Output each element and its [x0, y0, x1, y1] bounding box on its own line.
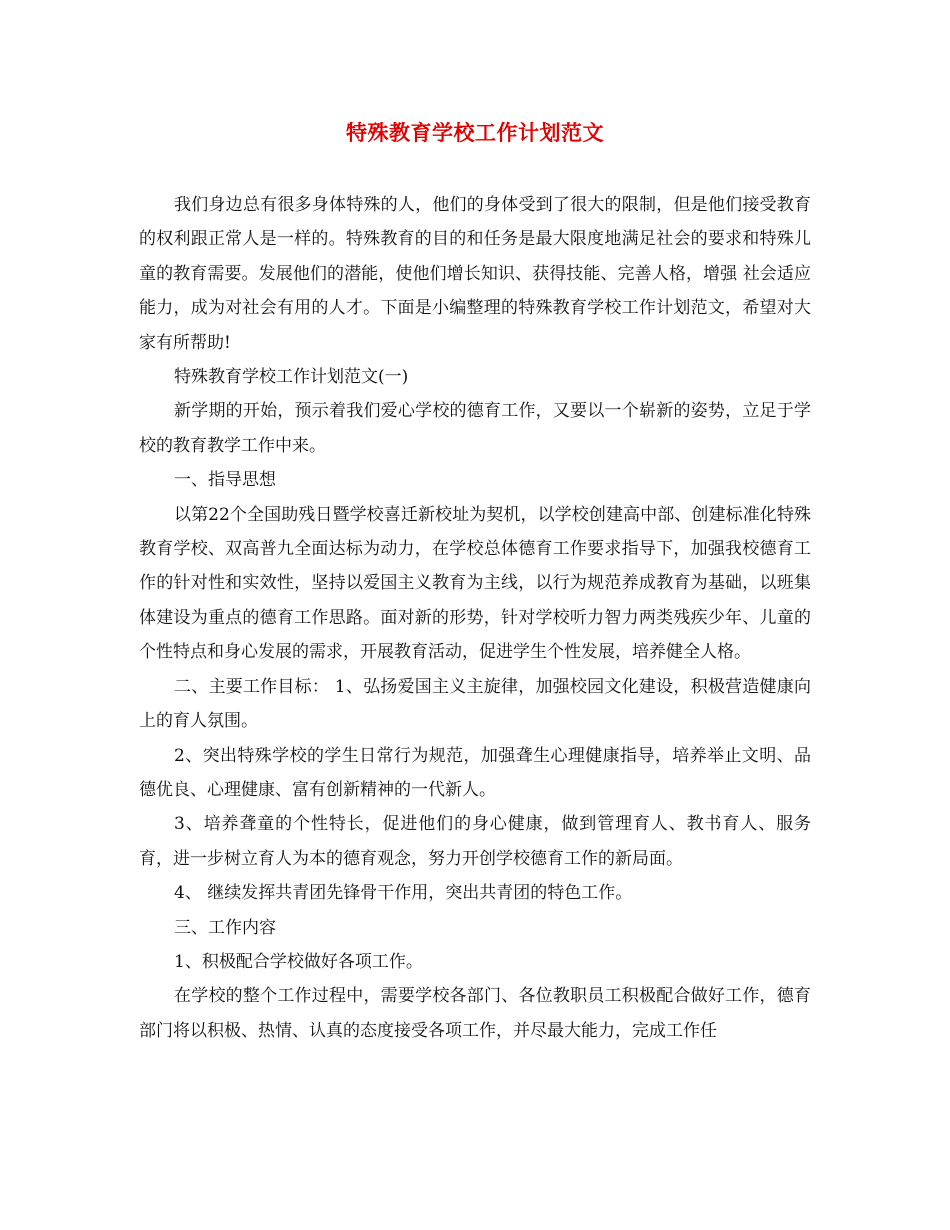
subtitle-paragraph: 特殊教育学校工作计划范文(一)	[174, 367, 409, 388]
goal-item-3: 3、培养聋童的个性特长，促进他们的身心健康，做到管理育人、教书育人、服务育，进一步树立育人为本的德育观念，努力开创学校德育工作的新局面。	[139, 814, 811, 869]
work-content-paragraph: 在学校的整个工作过程中，需要学校各部门、各位教职员工积极配合做好工作，德育部门将以积极、热情、认真的态度接受各项工作，并尽最大能力，完成工作任	[139, 986, 811, 1041]
section-heading-guiding-ideology: 一、指导思想	[174, 470, 276, 491]
section-heading-work-content: 三、工作内容	[174, 917, 276, 938]
opening-paragraph: 新学期的开始，预示着我们爱心学校的德育工作，又要以一个崭新的姿势，立足于学校的教育教学工作中来。	[139, 401, 811, 456]
goal-item-4: 4、 继续发挥共青团先锋骨干作用，突出共青团的特色工作。	[174, 883, 633, 904]
goal-item-2: 2、突出特殊学校的学生日常行为规范，加强聋生心理健康指导，培养举止文明、品德优良、心理健康、富有创新精神的一代新人。	[139, 745, 811, 800]
guiding-ideology-paragraph: 以第22个全国助残日暨学校喜迁新校址为契机，以学校创建高中部、创建标准化特殊教育学校、双高普九全面达标为动力，在学校总体德育工作要求指导下，加强我校德育工作的针对性和实效性，坚持以爱国主义教育为主线，以行为规范养成教育为基础，以班集体建设为重点的德育工作思路。面对新的形势，针对学校听力智力两类残疾少年、儿童的个性特点和身心发展的需求，开展教育活动，促进学生个性发展，培养健全人格。	[139, 504, 811, 663]
work-content-item-1: 1、积极配合学校做好各项工作。	[174, 951, 423, 972]
document-body	[139, 188, 811, 1048]
intro-paragraph: 我们身边总有很多身体特殊的人，他们的身体受到了很大的限制，但是他们接受教育的权利跟正常人是一样的。特殊教育的目的和任务是最大限度地满足社会的要求和特殊儿童的教育需要。发展他们的潜能，使他们增长知识、获得技能、完善人格，增强 社会适应能力，成为对社会有用的人才。下面是小编整理的特殊教育学校工作计划范文，希望对大家有所帮助!	[139, 195, 811, 353]
goal-item-1: 二、主要工作目标： 1、弘扬爱国主义主旋律，加强校园文化建设，积极营造健康向上的育人氛围。	[139, 676, 811, 732]
document-title: 特殊教育学校工作计划范文	[346, 120, 604, 145]
